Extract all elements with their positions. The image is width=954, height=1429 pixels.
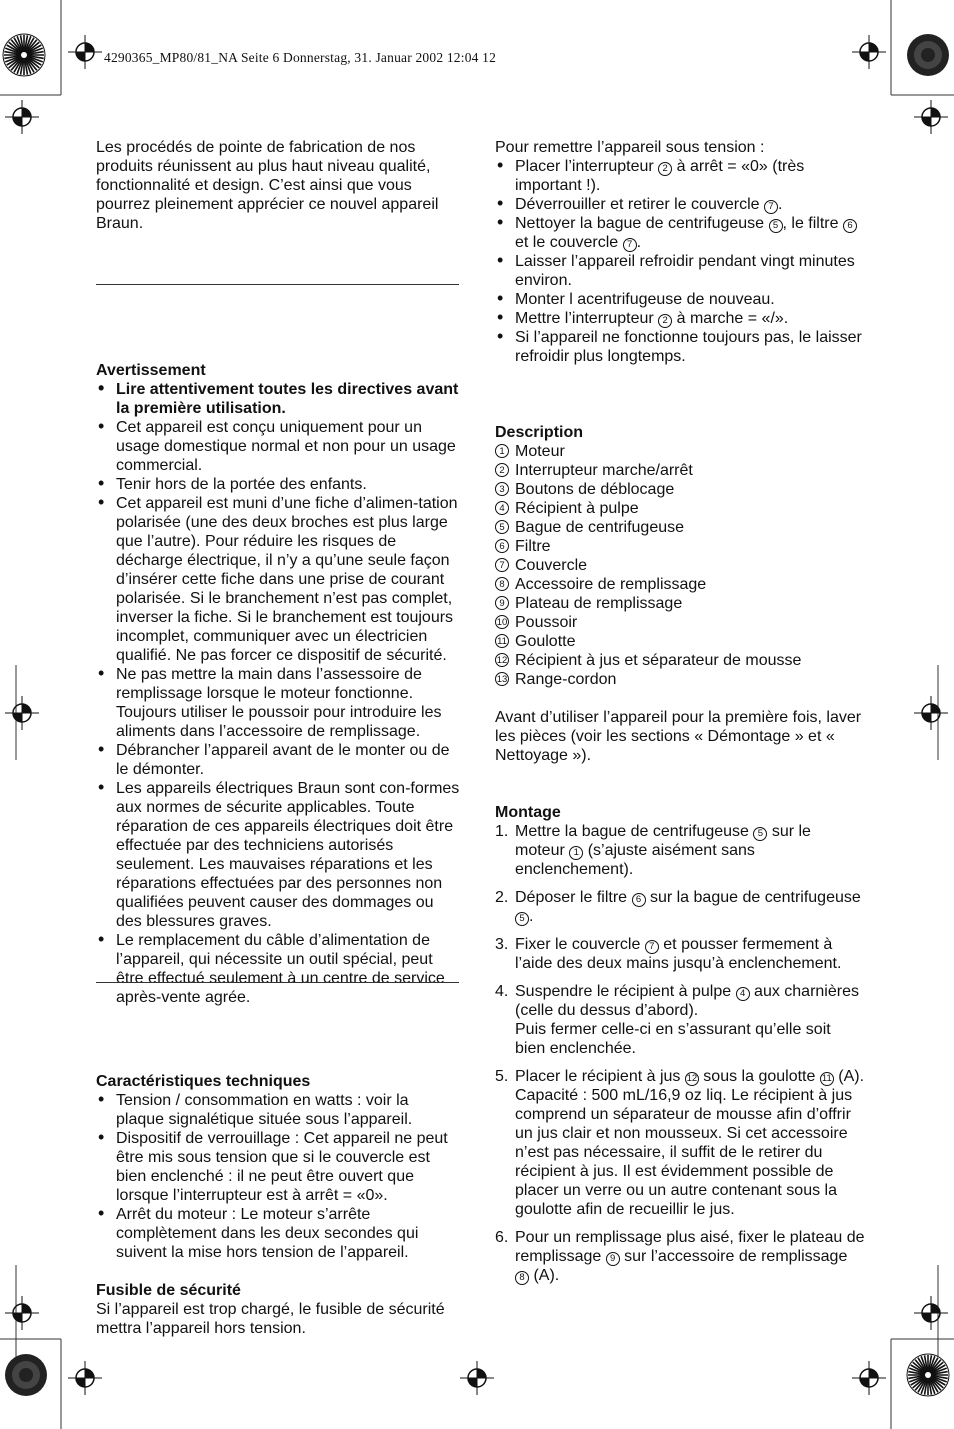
part-item: 1 Moteur <box>495 442 865 461</box>
part-number: 8 <box>495 577 509 591</box>
part-number: 5 <box>495 520 509 534</box>
part-item: 13 Range-cordon <box>496 671 617 688</box>
part-item: 10 Poussoir <box>496 614 578 631</box>
registration-mark-top-left <box>68 35 102 69</box>
warning-item: • Lire attentivement toutes les directives avant la première utilisation. <box>96 380 460 418</box>
part-number: 2 <box>658 162 672 176</box>
warning-heading: Avertissement <box>96 362 206 379</box>
part-number: 7 <box>623 238 637 252</box>
part-number: 12 <box>686 1073 698 1084</box>
print-slug-header: 4290365_MP80/81_NA Seite 6 Donnerstag, 31. Januar 2002 12:04 12 <box>104 50 497 65</box>
part-item: 4 Récipient à pulpe <box>495 499 865 518</box>
part-number: 7 <box>495 558 509 572</box>
warning-item: • Cet appareil est conçu uniquement pour un usage domestique normal et non pour un usage commercial. <box>96 418 460 475</box>
registration-mark-upper-left <box>5 100 39 134</box>
restart-item: • Mettre l’interrupteur 2 à marche = «/». <box>495 309 865 328</box>
registration-mark-mid-right <box>914 696 948 730</box>
restart-intro: Pour remettre l’appareil sous tension : <box>495 139 765 156</box>
part-item: 3 Boutons de déblocage <box>495 480 865 499</box>
section-divider <box>96 982 459 983</box>
assembly-step: 4. Suspendre le récipient à pulpe 4 aux charnières (celle du dessus d’abord). Puis fermer celle-ci en s’assurant qu’elle soit bien enclenchée. <box>495 983 859 1057</box>
specs-item: • Tension / consommation en watts : voir la plaque signalétique située sous l’appareil. <box>96 1091 460 1129</box>
part-number: 5 <box>515 912 529 926</box>
assembly-heading: Montage <box>495 804 561 821</box>
registration-mark-bottom-right <box>852 1361 886 1395</box>
part-number: 1 <box>569 846 583 860</box>
registration-mark-mid-left <box>5 696 39 730</box>
part-number: 2 <box>495 463 509 477</box>
part-number: 6 <box>495 539 509 553</box>
restart-item: • Placer l’interrupteur 2 à arrêt = «0» (très important !). <box>495 157 865 195</box>
part-item: 6 Filtre <box>495 537 865 556</box>
part-number: 2 <box>658 314 672 328</box>
specs-heading: Caractéristiques techniques <box>96 1073 311 1090</box>
registration-mark-bottom-left <box>68 1361 102 1395</box>
restart-item: • Laisser l’appareil refroidir pendant vingt minutes environ. <box>495 252 865 290</box>
assembly-step: 2. Déposer le filtre 6 sur la bague de centrifugeuse 5 . <box>495 889 861 925</box>
part-number: 12 <box>496 655 508 666</box>
restart-list <box>495 157 865 366</box>
warning-item: • Cet appareil est muni d’une fiche d’alimen-tation polarisée (une des deux broches est plus large que l’autre). Pour réduire les risques de décharge électrique, il n’y a qu’une seule façon d’insérer cette fiche dans une prise de courant polarisée. Si le branchement n’est pas complet, inverser la fiche. Si le branchement est toujours incomplet, communiquer avec un électricien qualifié. Ne pas forcer ce dispositif de sécurité. <box>96 494 460 665</box>
fuse-heading: Fusible de sécurité <box>96 1282 241 1299</box>
assembly-step: 6. Pour un remplissage plus aisé, fixer le plateau de remplissage 9 sur l’accessoire de remplissage 8 (A). <box>495 1229 865 1284</box>
part-number: 6 <box>632 893 646 907</box>
registration-mark-top-right <box>852 35 886 69</box>
first-use-note: Avant d’utiliser l’appareil pour la première fois, laver les pièces (voir les sections « Démontage » et « Nettoyage »). <box>495 709 862 764</box>
part-number: 11 <box>820 1072 834 1086</box>
part-number: 3 <box>495 482 509 496</box>
restart-item: • Si l’appareil ne fonctionne toujours pas, le laisser refroidir plus longtemps. <box>495 328 865 366</box>
warning-item: • Ne pas mettre la main dans l’assessoire de remplissage lorsque le moteur fonctionne. Toujours utiliser le poussoir pour introduire les aliments dans l’accessoire de remplissage. <box>96 665 460 741</box>
part-number: 6 <box>843 219 857 233</box>
specs-item: • Dispositif de verrouillage : Cet appareil ne peut être mis sous tension que si le couvercle est bien enclenché : il ne peut être ouvert que lorsque l’interrupteur est à arrêt = «0». <box>96 1129 460 1205</box>
restart-item: • Déverrouiller et retirer le couvercle 7 . <box>495 195 865 214</box>
part-number: 9 <box>495 596 509 610</box>
warning-item: • Les appareils électriques Braun sont con-formes aux normes de sécurite applicables. Toute réparation de ces appareils électriques doit être effectuée par des techniciens autorisés seulement. Les mauvaises réparations et les réparations effectuées par des personnes non qualifiées peuvent causer des dommages ou des blessures graves. <box>96 779 460 931</box>
warning-list <box>96 380 460 1007</box>
dark-disc-mark-top-right <box>906 33 950 77</box>
parts-list <box>495 442 865 689</box>
specs-item: • Arrêt du moteur : Le moteur s’arrête complètement dans les deux secondes qui suivent la mise hors tension de l’appareil. <box>96 1205 460 1262</box>
part-number: 4 <box>495 501 509 515</box>
starburst-mark-bottom-right <box>906 1353 950 1397</box>
left-column <box>96 138 460 1338</box>
part-item: 5 Bague de centrifugeuse <box>495 518 865 537</box>
restart-item: • Monter l acentrifugeuse de nouveau. <box>495 290 865 309</box>
assembly-step: 5. Placer le récipient à jus 12 sous la goulotte 11 (A). Capacité : 500 mL/16,9 oz liq. Le récipient à jus comprend un séparateur de mousse afin d’offrir un jus clair et non mousseux. Si cet accessoire n’est pas nécessaire, il suffit de le retirer du récipient à jus. Il est évidemment possible de placer un verre ou un autre contenant sous la goulotte afin de recueillir le jus. <box>495 1068 865 1218</box>
part-number: 13 <box>496 674 508 685</box>
assembly-step: 3. Fixer le couvercle 7 et pousser fermement à l’aide des deux mains jusqu’à enclenchement. <box>495 936 842 972</box>
part-number: 11 <box>495 634 509 648</box>
registration-mark-bottom-center <box>460 1361 494 1395</box>
restart-item: • Nettoyer la bague de centrifugeuse 5 , le filtre 6 et le couvercle 7 . <box>495 214 865 252</box>
section-divider <box>96 284 459 285</box>
part-item: 12 Récipient à jus et séparateur de mousse <box>496 652 802 669</box>
part-number: 5 <box>753 827 767 841</box>
part-number: 4 <box>736 987 750 1001</box>
intro-paragraph: Les procédés de pointe de fabrication de nos produits réunissent au plus haut niveau qualité, fonctionnalité et design. C’est ainsi que vous pourrez pleinement apprécier ce nouvel appareil Braun. <box>96 139 439 232</box>
warning-item: • Débrancher l’appareil avant de le monter ou de le démonter. <box>96 741 460 779</box>
part-item: 11 Goulotte <box>495 632 865 651</box>
registration-mark-upper-right <box>914 100 948 134</box>
fuse-text: Si l’appareil est trop chargé, le fusible de sécurité mettra l’appareil hors tension. <box>96 1301 445 1337</box>
starburst-mark-top-left <box>2 33 46 77</box>
registration-mark-lower-left <box>5 1296 39 1330</box>
part-number: 8 <box>515 1271 529 1285</box>
part-number: 1 <box>495 444 509 458</box>
part-number: 9 <box>606 1252 620 1266</box>
part-number: 7 <box>764 200 778 214</box>
part-item: 2 Interrupteur marche/arrêt <box>495 461 865 480</box>
specs-list <box>96 1091 460 1262</box>
registration-mark-lower-right <box>914 1296 948 1330</box>
part-number: 10 <box>496 617 508 628</box>
warning-item: • Tenir hors de la portée des enfants. <box>96 475 460 494</box>
part-number: 7 <box>645 940 659 954</box>
right-column <box>495 138 865 1294</box>
dark-disc-mark-bottom-left <box>4 1353 48 1397</box>
part-item: 8 Accessoire de remplissage <box>495 575 865 594</box>
assembly-steps <box>495 822 865 1285</box>
warning-item: • Le remplacement du câble d’alimentation de l’appareil, qui nécessite un outil spécial, peut être effectué seulement à un centre de service après-vente agrée. <box>96 931 460 1007</box>
part-number: 5 <box>769 219 783 233</box>
part-item: 9 Plateau de remplissage <box>495 594 865 613</box>
assembly-step: 1. Mettre la bague de centrifugeuse 5 sur le moteur 1 (s’ajuste aisément sans enclenchement). <box>495 823 811 878</box>
part-item: 7 Couvercle <box>495 556 865 575</box>
description-heading: Description <box>495 424 584 441</box>
